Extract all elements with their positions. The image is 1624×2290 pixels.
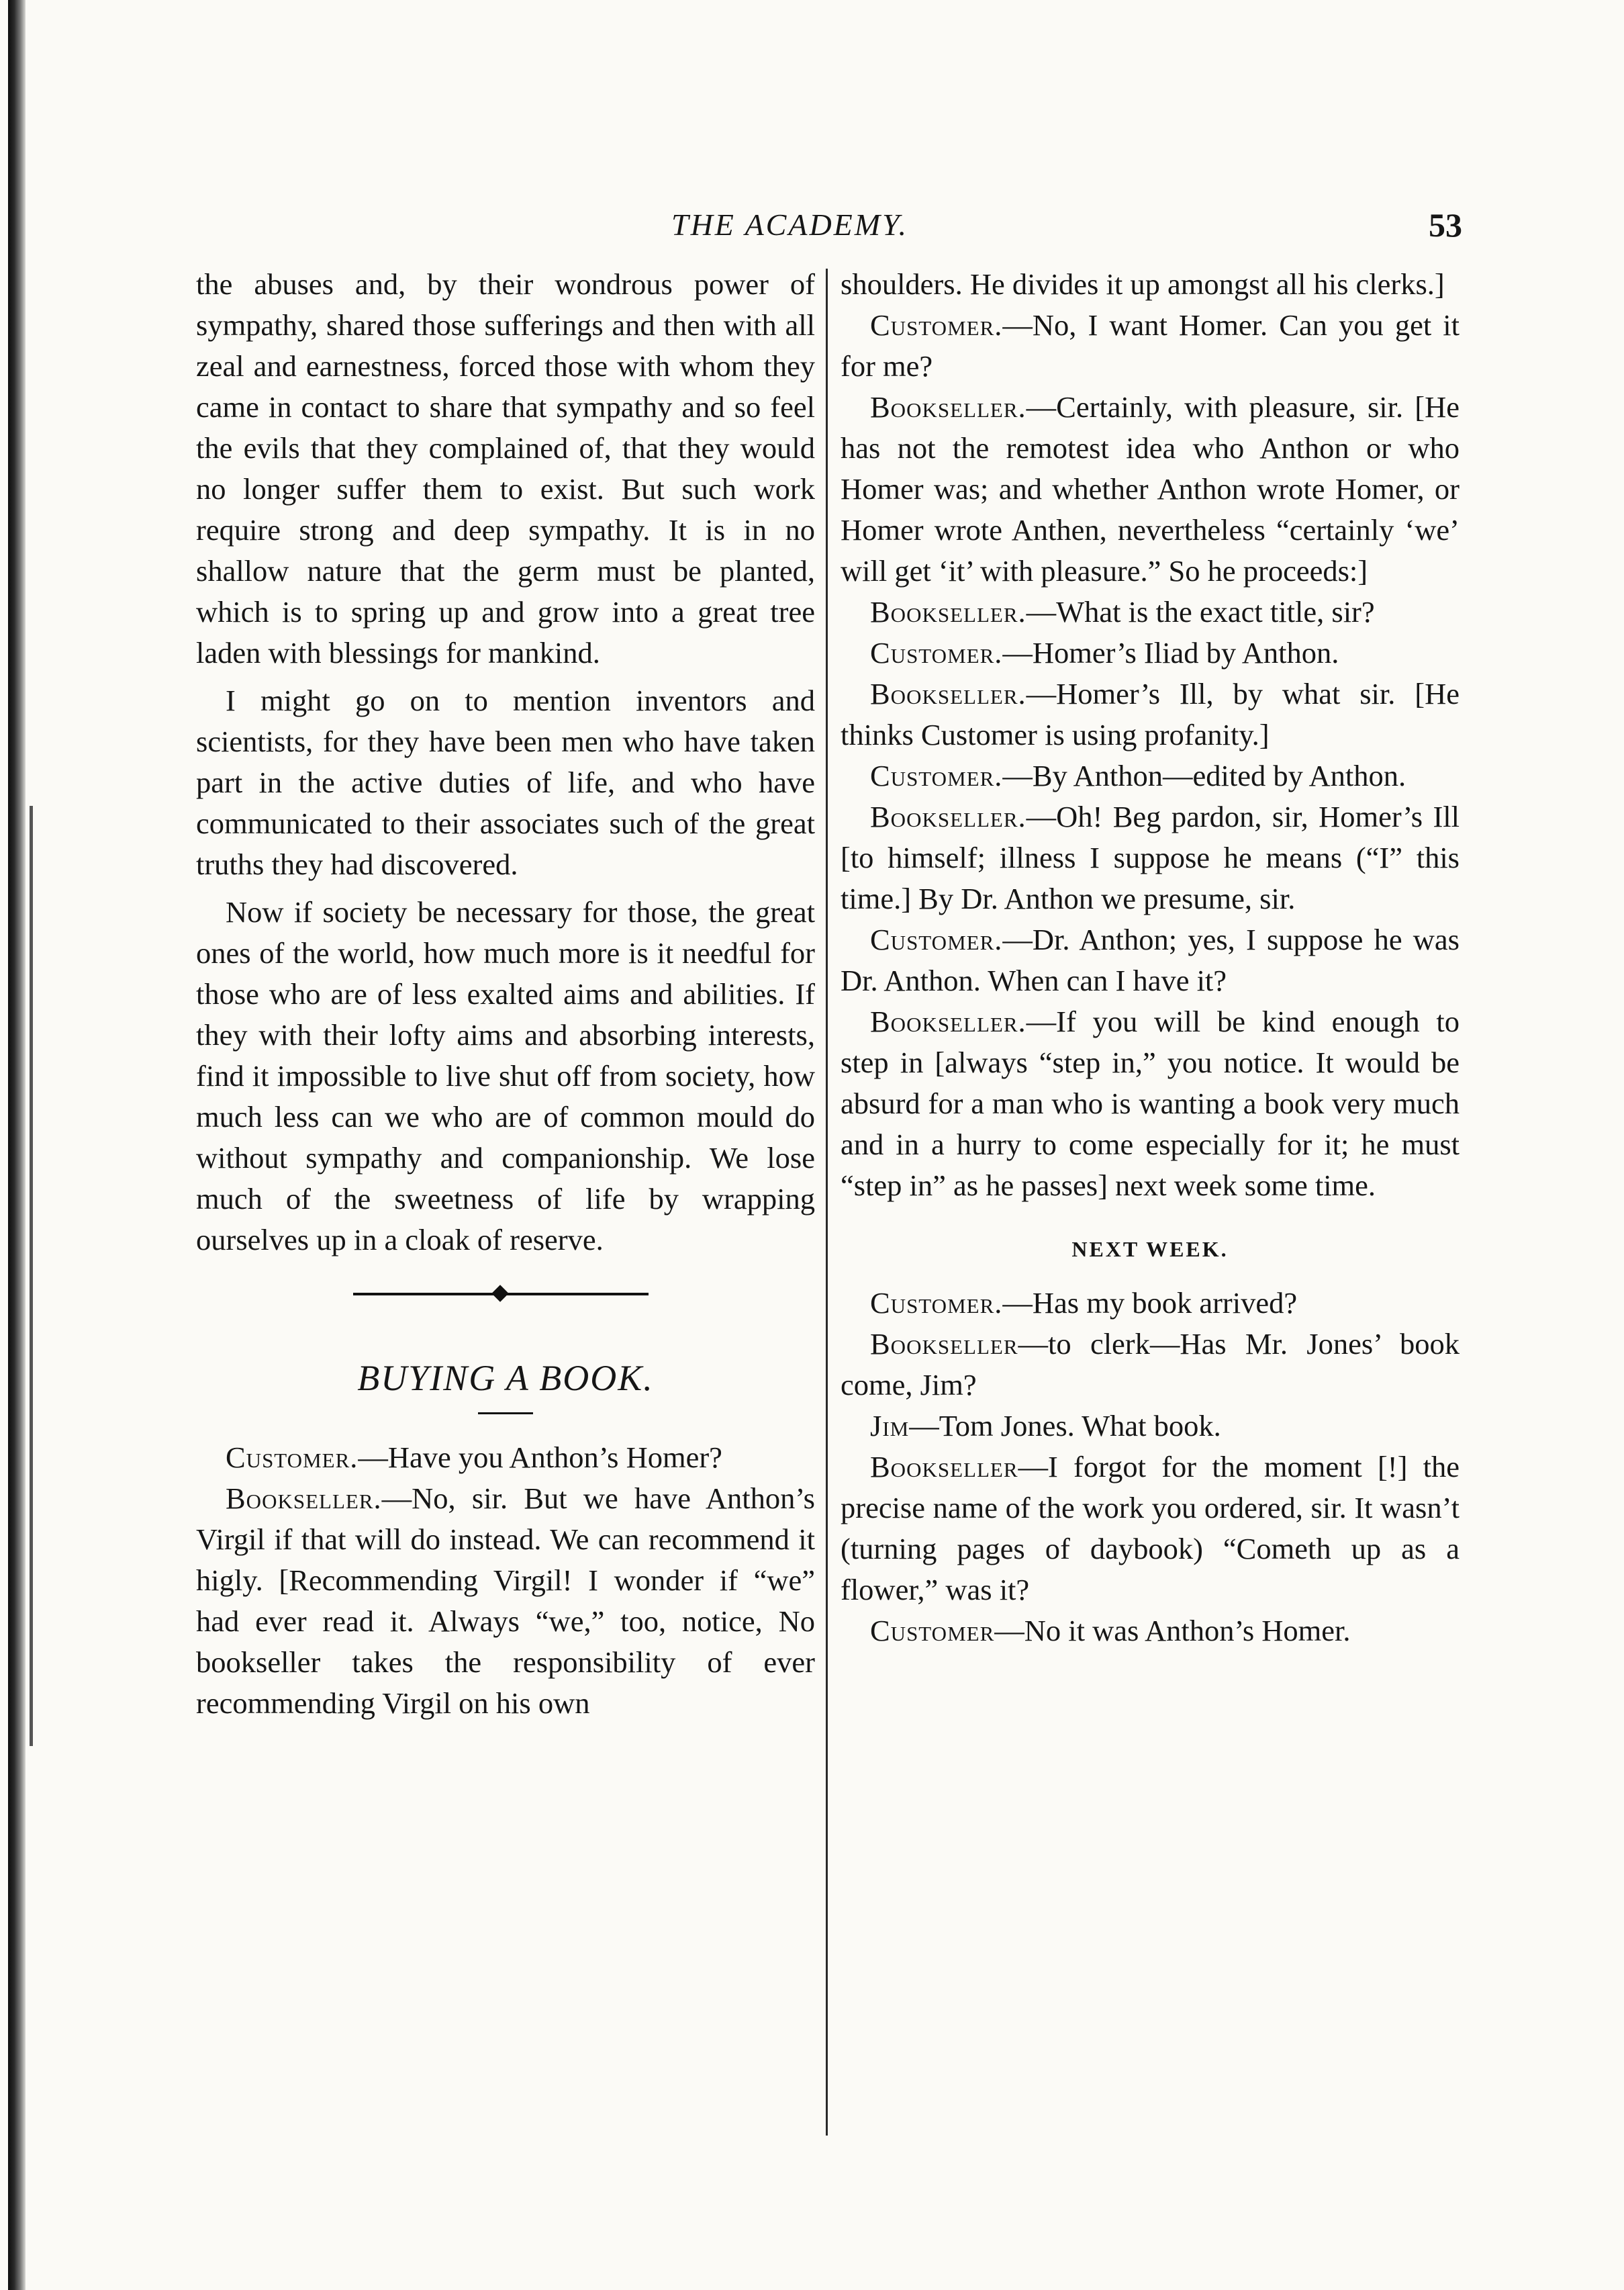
- dialogue-line: [841, 305, 1460, 387]
- dialogue-line: [841, 592, 1460, 633]
- speech: —By Anthon—edited by Anthon.: [1002, 759, 1406, 792]
- speaker: Customer.: [870, 1286, 1003, 1320]
- dialogue-line: [841, 755, 1460, 796]
- speech: —If you will be kind enough to step in [always “step in,” you notice. It would be absurd for a man who is wanting a book very much and in a hurry to come especially for it; he must “step in” as he passes] next week some time.: [841, 1005, 1460, 1202]
- paragraph: the abuses and, by their wondrous power of sympathy, shared those sufferings and then with all zeal and earnestness, forced those with whom they came in contact to share that sympathy and so feel the evils that they complained of, that they would no longer suffer them to exist. But such work require strong and deep sympathy. It is in no shallow nature that the germ must be planted, which is to spring up and grow into a great tree laden with blessings for mankind.: [196, 267, 815, 670]
- speech: —Tom Jones. What book.: [909, 1409, 1221, 1442]
- speech: —Homer’s Iliad by Anthon.: [1002, 636, 1339, 670]
- speech: —Has my book arrived?: [1002, 1286, 1298, 1320]
- binding-spine: [8, 0, 26, 2290]
- dialogue-line: [196, 1437, 815, 1478]
- paragraph: shoulders. He divides it up amongst all his clerks.]: [841, 267, 1445, 301]
- dialogue-line: [841, 1001, 1460, 1206]
- paragraph: Now if society be necessary for those, the great ones of the world, how much more is it needful for those who are of less exalted aims and abilities. If they with their lofty aims and absorbing interests, find it impossible to live shut off from society, how much less can we who are of common mould do without sympathy and companionship. We lose much of the sweetness of life by wrapping ourselves up in a cloak of reserve.: [196, 895, 815, 1256]
- speaker: Jim: [870, 1409, 910, 1442]
- title-rule: [478, 1412, 533, 1414]
- speech: —to clerk—Has Mr. Jones’ book come, Jim?: [841, 1327, 1460, 1402]
- speaker: Bookseller: [870, 1327, 1018, 1361]
- speaker: Bookseller.: [870, 677, 1026, 711]
- speaker: Customer.: [870, 923, 1003, 956]
- speaker: Customer.: [870, 636, 1003, 670]
- speech: —Certainly, with pleasure, sir. [He has not the remotest idea who Anthon or who Homer was; and whether Anthon wrote Homer, or Homer wrote Anthen, nevertheless “certainly ‘we’ will get ‘it’ with pleasure.” So he proceeds:]: [841, 390, 1460, 588]
- column-divider: [826, 269, 828, 2136]
- speaker: Bookseller: [870, 1450, 1018, 1483]
- speaker: Customer.: [226, 1440, 359, 1474]
- speaker: Customer: [870, 1614, 995, 1647]
- right-column: [841, 264, 1460, 1651]
- dialogue-line: [841, 1324, 1460, 1406]
- diamond-ornament: [491, 1285, 508, 1301]
- speech: —I forgot for the moment [!] the precise name of the work you ordered, sir. It wasn’t (turning pages of daybook) “Cometh up as a flower,” was it?: [841, 1450, 1460, 1606]
- binding-edge: [30, 806, 33, 1746]
- speech: —What is the exact title, sir?: [1026, 595, 1375, 629]
- speech: —Have you Anthon’s Homer?: [358, 1440, 722, 1474]
- speaker: Bookseller.: [226, 1481, 382, 1515]
- dialogue-line: [841, 1283, 1460, 1324]
- speaker: Customer.: [870, 308, 1003, 342]
- speech: —Dr. Anthon; yes, I suppose he was Dr. Anthon. When can I have it?: [841, 923, 1460, 997]
- page-number: 53: [1429, 206, 1462, 244]
- dialogue-line: [196, 1478, 815, 1724]
- speech: —No, sir. But we have Anthon’s Virgil if that will do instead. We can recommend it higly. [Recommending Virgil! I wonder if “we” had ever read it. Always “we,” too, notice, No bookseller takes the responsibility of ever recommending Virgil on his own: [196, 1481, 815, 1720]
- speaker: Bookseller.: [870, 1005, 1026, 1038]
- speaker: Bookseller.: [870, 390, 1026, 424]
- speaker: Customer.: [870, 759, 1003, 792]
- left-column: [196, 264, 815, 1724]
- speech: —No it was Anthon’s Homer.: [994, 1614, 1351, 1647]
- speaker: Bookseller.: [870, 595, 1026, 629]
- subheading: NEXT WEEK.: [1071, 1237, 1229, 1261]
- paragraph: I might go on to mention inventors and scientists, for they have been men who have taken part in the active duties of life, and who have communicated to their associates such of the great truths they had discovered.: [196, 684, 815, 881]
- dialogue-line: [841, 1447, 1460, 1610]
- speaker: Bookseller.: [870, 800, 1026, 833]
- dialogue-line: [841, 387, 1460, 592]
- dialogue-line: [841, 633, 1460, 674]
- running-head: THE ACADEMY.: [671, 208, 908, 242]
- ornamental-rule: [353, 1281, 649, 1308]
- dialogue-line: [841, 919, 1460, 1001]
- speech: —Homer’s Ill, by what sir. [He thinks Customer is using profanity.]: [841, 677, 1460, 751]
- dialogue-line: [841, 1610, 1460, 1651]
- dialogue-line: [841, 796, 1460, 919]
- dialogue-line: [841, 1406, 1460, 1447]
- section-title: BUYING A BOOK.: [357, 1358, 654, 1398]
- dialogue-line: [841, 674, 1460, 755]
- speech: —No, I want Homer. Can you get it for me?: [841, 308, 1460, 383]
- speech: —Oh! Beg pardon, sir, Homer’s Ill [to himself; illness I suppose he means (“I” this time.] By Dr. Anthon we presume, sir.: [841, 800, 1460, 915]
